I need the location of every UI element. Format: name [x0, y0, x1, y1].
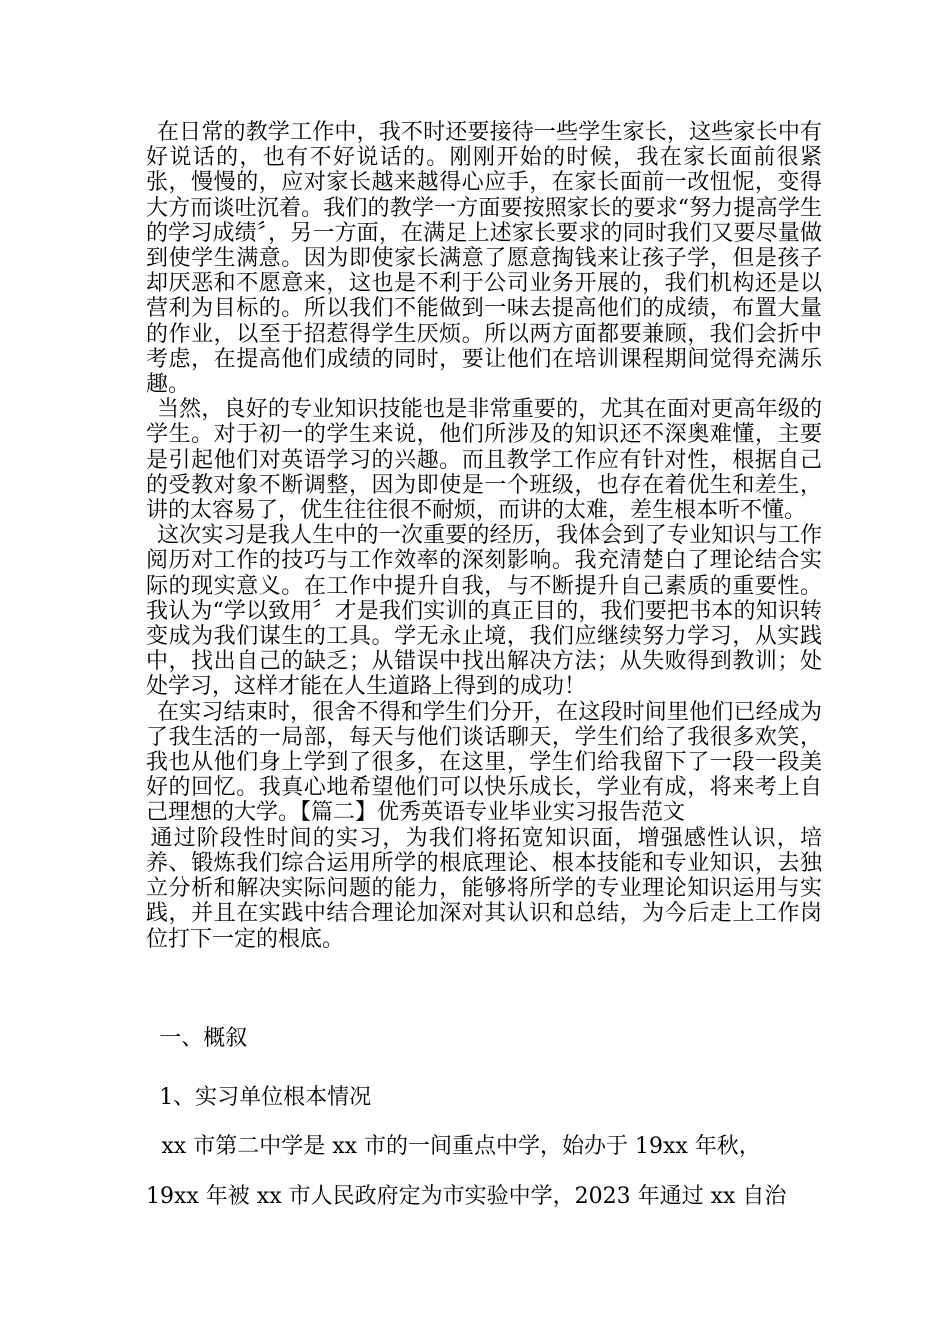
paragraph-internship-experience: 这次实习是我人生中的一次重要的经历，我体会到了专业知识与工作阅历对工作的技巧与工作效率的深刻影响。我充清楚白了理论结合实际的现实意义。在工作中提升自我，与不断提升自己素质的重要性。我认为“学以致用〞才是我们实训的真正目的，我们要把书本的知识转变成为我们谋生的工具。学无永止境，我们应继续努力学习，从实践中，找出自己的缺乏；从错误中找出解决方法；从失败得到教训；处处学习，这样才能在人生道路上得到的成功！: [146, 523, 822, 700]
subsection-heading-unit-info: 1、实习单位根本情况: [159, 1085, 372, 1110]
section-heading-overview: 一、概叙: [159, 1026, 248, 1051]
paragraph-parents: 在日常的教学工作中，我不时还要接待一些学生家长，这些家长中有好说话的，也有不好说话的。刚刚开始的时候，我在家长面前很紧张，慢慢的，应对家长越来越得心应手，在家长面前一改忸怩，变得大方而谈吐沉着。我们的教学一方面要按照家长的要求“努力提高学生的学习成绩〞，另一方面，在满足上述家长要求的同时我们又要尽量做到使学生满意。因为即使家长满意了愿意掏钱来让孩子学，但是孩子却厌恶和不愿意来，这也是不利于公司业务开展的，我们机构还是以营利为目标的。所以我们不能做到一味去提高他们的成绩，布置大量的作业，以至于招惹得学生厌烦。所以两方面都要兼顾，我们会折中考虑，在提高他们成绩的同时，要让他们在培训课程期间觉得充满乐趣。: [146, 120, 822, 398]
document-body: [146, 120, 822, 952]
paragraph-internship-end: 在实习结束时，很舍不得和学生们分开，在这段时间里他们已经成为了我生活的一局部，每天与他们谈话聊天，学生们给了我很多欢笑，我也从他们身上学到了很多，在这里，学生们给我留下了一段一段美好的回忆。我真心地希望他们可以快乐成长，学业有成，将来考上自己理想的大学。【篇二】优秀英语专业毕业实习报告范文: [146, 699, 822, 826]
paragraph-internship-purpose: 通过阶段性时间的实习，为我们将拓宽知识面，增强感性认识，培养、锻炼我们综合运用所学的根底理论、根本技能和专业知识，去独立分析和解决实际问题的能力，能够将所学的专业理论知识运用与实践，并且在实践中结合理论加深对其认识和总结，为今后走上工作岗位打下一定的根底。: [146, 825, 822, 952]
paragraph-school-line-1: xx 市第二中学是 xx 市的一间重点中学，始办于 19xx 年秋，: [161, 1134, 761, 1159]
paragraph-school-line-2: 19xx 年被 xx 市人民政府定为市实验中学，2023 年通过 xx 自治: [146, 1184, 787, 1209]
paragraph-professional-skills: 当然，良好的专业知识技能也是非常重要的，尤其在面对更高年级的学生。对于初一的学生来说，他们所涉及的知识还不深奥难懂，主要是引起他们对英语学习的兴趣。而且教学工作应有针对性，根据自己的受教对象不断调整，因为即使是一个班级，也存在着优生和差生，讲的太容易了，优生往往很不耐烦，而讲的太难，差生根本听不懂。: [146, 397, 822, 524]
